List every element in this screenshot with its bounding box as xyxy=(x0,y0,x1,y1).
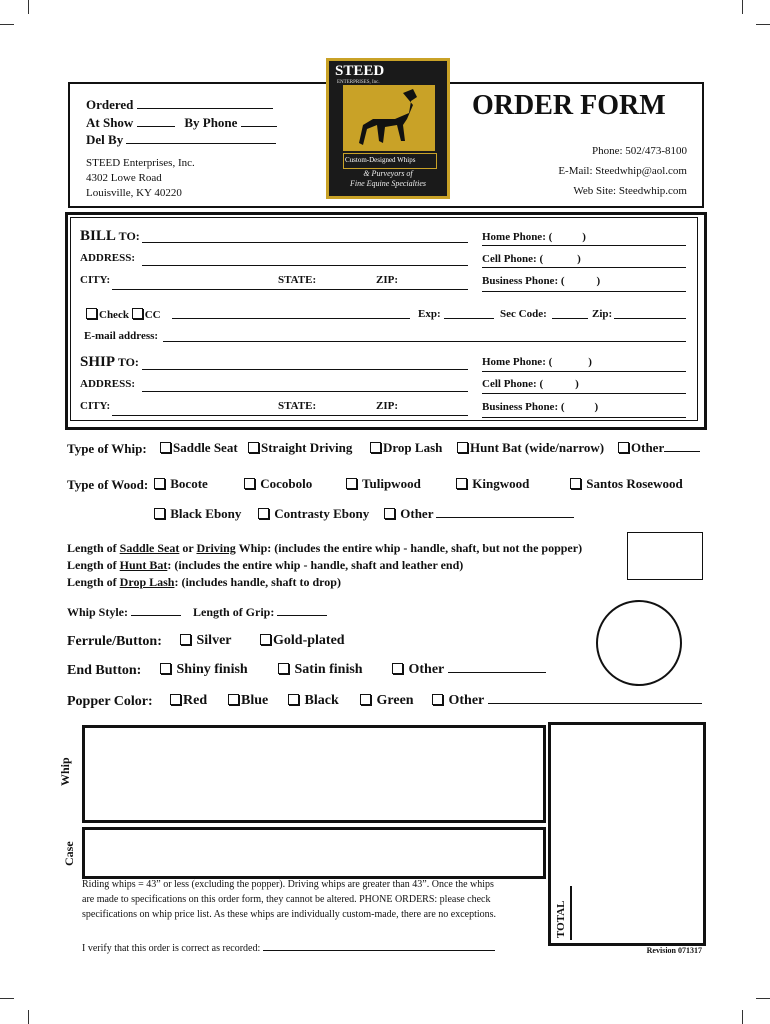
tulipwood-checkbox[interactable] xyxy=(346,478,357,489)
bill-home-phone-field[interactable] xyxy=(482,232,686,246)
ship-zip-label: ZIP: xyxy=(376,400,398,412)
verify-label: I verify that this order is correct as recorded: xyxy=(82,943,261,954)
page-title: ORDER FORM xyxy=(472,90,666,121)
wood-other-field[interactable] xyxy=(436,517,574,518)
length-drop-lash: Length of Drop Lash: (includes handle, shaft to drop) xyxy=(67,575,341,589)
bill-to-field[interactable] xyxy=(142,228,468,243)
hunt-bat-checkbox[interactable] xyxy=(457,442,468,453)
bill-address-label: ADDRESS: xyxy=(80,252,136,264)
wood-other-checkbox[interactable] xyxy=(384,508,395,519)
blue-checkbox[interactable] xyxy=(228,694,239,705)
whip-other-field[interactable] xyxy=(664,451,700,452)
whip-type-label: Type of Whip: xyxy=(67,441,147,456)
crop-mark xyxy=(742,1010,743,1024)
cc-label: CC xyxy=(144,309,161,321)
ship-address-label: ADDRESS: xyxy=(80,378,136,390)
bill-cell-phone-label: Cell Phone: ( xyxy=(482,253,544,265)
note-line-3: specifications on whip price list. As these whips are individually custom-made, there are no exceptions. xyxy=(82,909,497,920)
cc-zip-field[interactable] xyxy=(614,306,686,319)
note-line-1: Riding whips = 43” or less (excluding the popper). Driving whips are greater than 43”. Once the whips xyxy=(82,879,494,890)
bocote-checkbox[interactable] xyxy=(154,478,165,489)
black-ebony-checkbox[interactable] xyxy=(154,508,165,519)
shiny-finish-checkbox[interactable] xyxy=(160,663,171,674)
ship-to-field[interactable] xyxy=(142,356,468,370)
cocobolo-checkbox[interactable] xyxy=(244,478,255,489)
ferrule-label: Ferrule/Button: xyxy=(67,634,162,649)
ship-home-phone-label: Home Phone: ( xyxy=(482,356,553,368)
crop-mark xyxy=(0,998,14,999)
bill-business-phone-label: Business Phone: ( xyxy=(482,275,565,287)
case-notes-box[interactable] xyxy=(82,827,546,879)
whip-other-checkbox[interactable] xyxy=(618,442,629,453)
company-email: E-Mail: Steedwhip@aol.com xyxy=(558,165,687,177)
bill-address-field[interactable] xyxy=(142,252,468,266)
silver-checkbox[interactable] xyxy=(180,634,191,645)
by-phone-field[interactable] xyxy=(241,126,277,127)
length-saddle-driving: Length of Saddle Seat or Driving Whip: (includes the entire whip - handle, shaft, but not the popper) xyxy=(67,541,583,555)
ship-state-label: STATE: xyxy=(278,400,317,412)
del-by-label: Del By xyxy=(86,132,124,147)
ordered-label: Ordered xyxy=(86,97,134,112)
crop-mark xyxy=(756,998,770,999)
ordered-field[interactable] xyxy=(137,108,273,109)
total-label: TOTAL xyxy=(555,900,567,938)
total-divider xyxy=(570,886,572,940)
ship-to-label: TO: xyxy=(117,355,139,369)
popper-other-checkbox[interactable] xyxy=(432,694,443,705)
end-other-field[interactable] xyxy=(448,672,546,673)
sec-code-field[interactable] xyxy=(552,306,588,319)
del-by-field[interactable] xyxy=(126,143,276,144)
end-other-checkbox[interactable] xyxy=(392,663,403,674)
case-side-label: Case xyxy=(62,841,76,866)
black-checkbox[interactable] xyxy=(288,694,299,705)
bill-home-phone-label: Home Phone: ( xyxy=(482,231,553,243)
at-show-label: At Show xyxy=(86,115,134,130)
ship-cell-phone-label: Cell Phone: ( xyxy=(482,378,544,390)
whip-style-label: Whip Style: xyxy=(67,605,129,619)
crop-mark xyxy=(0,24,14,25)
santos-rosewood-checkbox[interactable] xyxy=(570,478,581,489)
ship-label: SHIP xyxy=(80,354,116,370)
bill-to-label: TO: xyxy=(118,229,140,243)
verify-signature-field[interactable] xyxy=(263,950,495,951)
bill-state-label: STATE: xyxy=(278,274,317,286)
steed-logo: STEED ENTERPRISES, Inc. Custom-Designed Whips & Purveyors of Fine Equine Specialties xyxy=(326,58,450,199)
cc-checkbox[interactable] xyxy=(132,308,143,319)
company-name: STEED Enterprises, Inc. xyxy=(86,157,195,169)
at-show-field[interactable] xyxy=(137,126,175,127)
check-checkbox[interactable] xyxy=(86,308,97,319)
bill-cell-phone-field[interactable] xyxy=(482,254,686,268)
cc-zip-label: Zip: xyxy=(592,308,613,320)
revision-label: Revision 071317 xyxy=(646,946,702,955)
gold-plated-checkbox[interactable] xyxy=(260,634,271,645)
red-checkbox[interactable] xyxy=(170,694,181,705)
crop-mark xyxy=(28,1010,29,1024)
drop-lash-checkbox[interactable] xyxy=(370,442,381,453)
by-phone-label: By Phone xyxy=(184,115,238,130)
kingwood-checkbox[interactable] xyxy=(456,478,467,489)
crop-mark xyxy=(28,0,29,14)
note-line-2: are made to specifications on this order form, they cannot be altered. PHONE ORDERS: please check xyxy=(82,894,491,905)
cc-number-field[interactable] xyxy=(172,306,410,319)
length-input-box[interactable] xyxy=(627,532,703,580)
company-website: Web Site: Steedwhip.com xyxy=(573,185,687,197)
ship-address-field[interactable] xyxy=(142,378,468,392)
crop-mark xyxy=(742,0,743,14)
wood-type-label: Type of Wood: xyxy=(67,477,149,492)
popper-color-label: Popper Color: xyxy=(67,694,153,709)
ship-city-label: CITY: xyxy=(80,400,111,412)
whip-notes-box[interactable] xyxy=(82,725,546,823)
email-label: E-mail address: xyxy=(84,330,159,342)
company-phone: Phone: 502/473-8100 xyxy=(591,145,687,157)
green-checkbox[interactable] xyxy=(360,694,371,705)
ship-business-phone-label: Business Phone: ( xyxy=(482,401,565,413)
length-hunt-bat: Length of Hunt Bat: (includes the entire whip - handle, shaft and leather end) xyxy=(67,558,464,572)
crop-mark xyxy=(756,24,770,25)
circle-drawing-area[interactable] xyxy=(596,600,682,686)
contrasty-ebony-checkbox[interactable] xyxy=(258,508,269,519)
saddle-seat-checkbox[interactable] xyxy=(160,442,171,453)
ship-cell-phone-field[interactable] xyxy=(482,380,686,394)
whip-style-field[interactable] xyxy=(131,615,181,616)
sec-code-label: Sec Code: xyxy=(500,308,547,320)
ship-home-phone-field[interactable] xyxy=(482,358,686,372)
satin-finish-checkbox[interactable] xyxy=(278,663,289,674)
horse-icon xyxy=(343,85,435,151)
grip-length-label: Length of Grip: xyxy=(193,605,275,619)
grip-length-field[interactable] xyxy=(277,615,327,616)
end-button-label: End Button: xyxy=(67,663,142,678)
bill-city-label: CITY: xyxy=(80,274,111,286)
whip-side-label: Whip xyxy=(58,757,72,786)
check-label: Check xyxy=(99,309,129,321)
company-city: Louisville, KY 40220 xyxy=(86,187,182,199)
exp-label: Exp: xyxy=(418,308,441,320)
company-street: 4302 Lowe Road xyxy=(86,172,162,184)
popper-other-field[interactable] xyxy=(488,703,702,704)
email-field[interactable] xyxy=(163,329,686,342)
straight-driving-checkbox[interactable] xyxy=(248,442,259,453)
bill-business-phone-field[interactable] xyxy=(482,278,686,292)
bill-label: BILL xyxy=(80,228,116,244)
bill-zip-label: ZIP: xyxy=(376,274,398,286)
ship-business-phone-field[interactable] xyxy=(482,404,686,418)
exp-field[interactable] xyxy=(444,306,494,319)
